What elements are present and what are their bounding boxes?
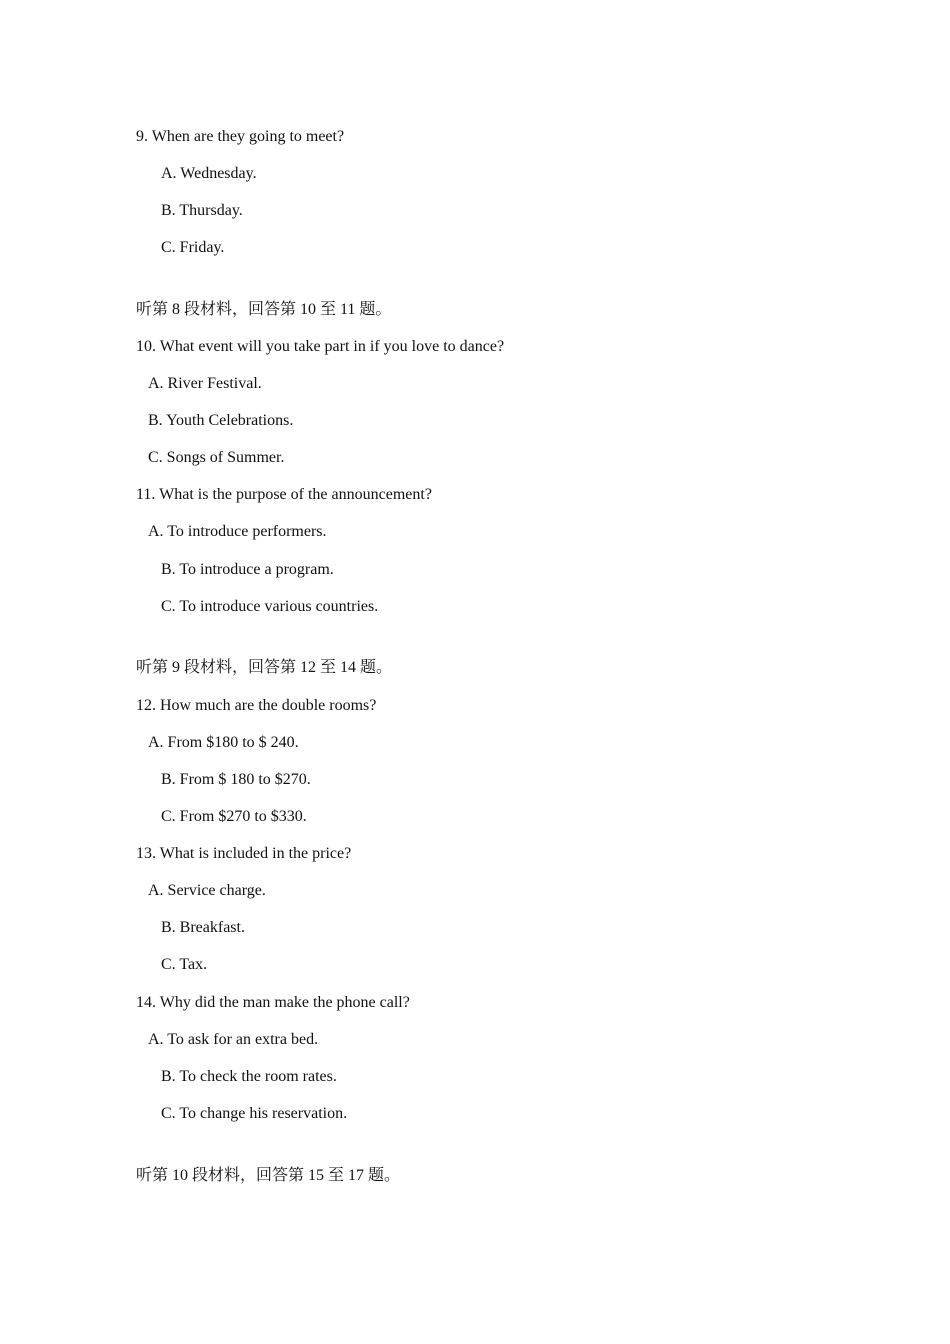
section-heading-10: 听第 10 段材料，回答第 15 至 17 题。 [136, 1167, 401, 1184]
question-11-option-c: C. To introduce various countries. [161, 598, 379, 615]
question-10-option-c: C. Songs of Summer. [148, 449, 285, 466]
question-9-option-a: A. Wednesday. [161, 165, 257, 182]
question-13-option-a: A. Service charge. [148, 882, 266, 899]
question-11: 11. What is the purpose of the announcement? [136, 486, 432, 503]
question-9-option-b: B. Thursday. [161, 202, 243, 219]
question-10-option-b: B. Youth Celebrations. [148, 412, 294, 429]
question-14-option-b: B. To check the room rates. [161, 1068, 337, 1085]
question-12-option-a: A. From $180 to $ 240. [148, 734, 299, 751]
question-12-option-c: C. From $270 to $330. [161, 808, 307, 825]
question-9: 9. When are they going to meet? [136, 128, 345, 145]
section-heading-8: 听第 8 段材料，回答第 10 至 11 题。 [136, 301, 392, 318]
question-9-option-c: C. Friday. [161, 239, 225, 256]
question-14: 14. Why did the man make the phone call? [136, 994, 410, 1011]
question-11-option-a: A. To introduce performers. [148, 523, 327, 540]
question-11-option-b: B. To introduce a program. [161, 561, 334, 578]
question-10: 10. What event will you take part in if you love to dance? [136, 338, 505, 355]
question-12: 12. How much are the double rooms? [136, 697, 377, 714]
question-14-option-a: A. To ask for an extra bed. [148, 1031, 319, 1048]
question-14-option-c: C. To change his reservation. [161, 1105, 348, 1122]
question-13-option-c: C. Tax. [161, 956, 208, 973]
section-heading-9: 听第 9 段材料，回答第 12 至 14 题。 [136, 659, 393, 676]
question-13: 13. What is included in the price? [136, 845, 352, 862]
question-10-option-a: A. River Festival. [148, 375, 262, 392]
question-13-option-b: B. Breakfast. [161, 919, 245, 936]
question-12-option-b: B. From $ 180 to $270. [161, 771, 311, 788]
